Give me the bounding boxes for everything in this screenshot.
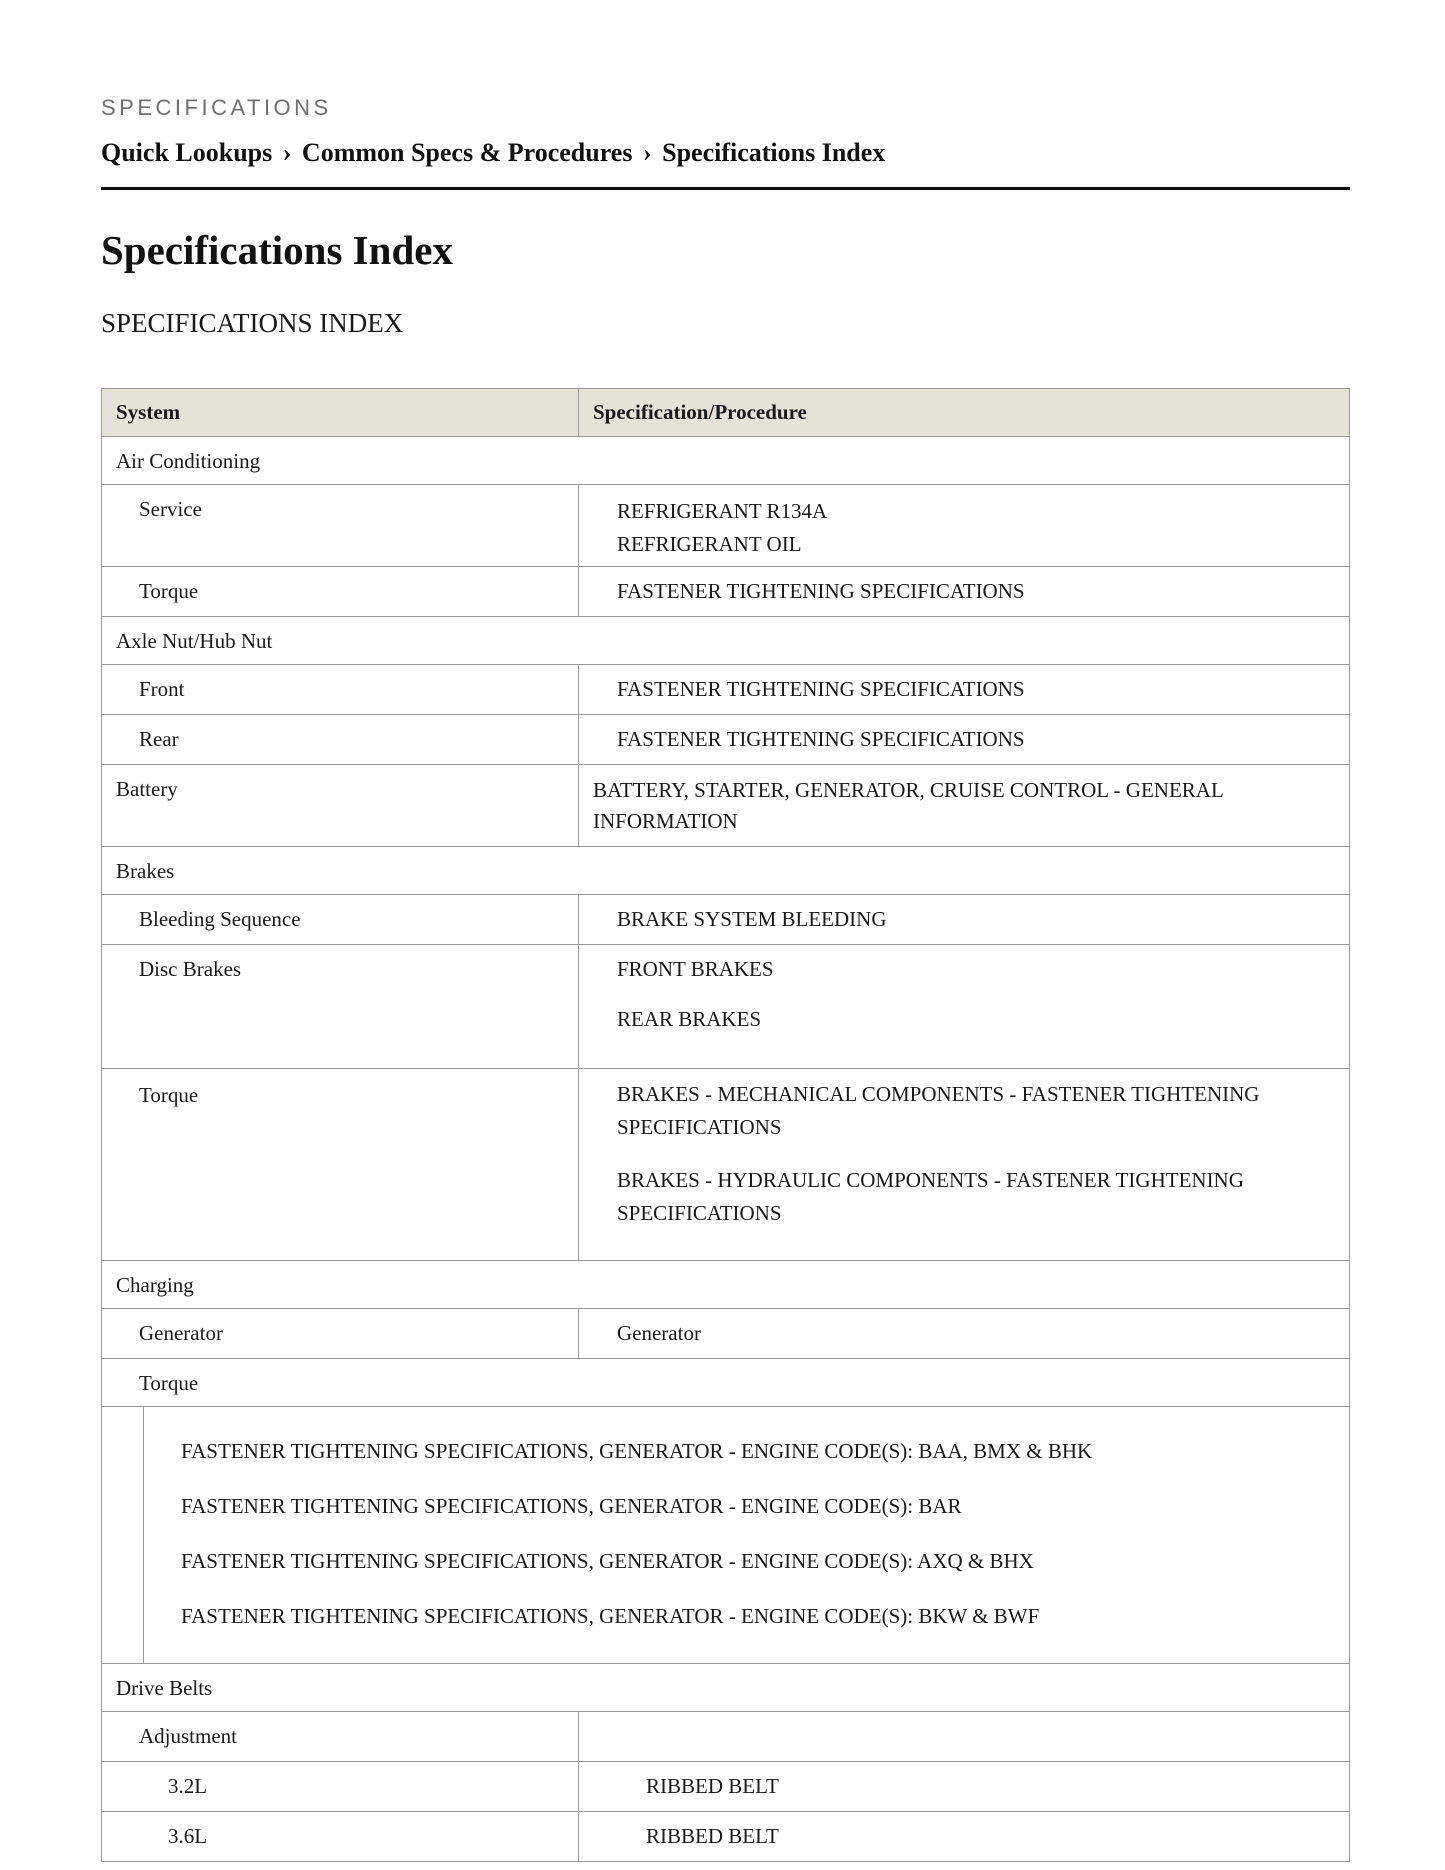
subsystem-cell: Torque	[102, 1359, 1350, 1407]
table-row	[102, 437, 1350, 485]
specifications-table	[101, 388, 1350, 1862]
spec-link[interactable]: FASTENER TIGHTENING SPECIFICATIONS, GENERATOR - ENGINE CODE(S): BKW & BWF	[181, 1604, 1040, 1628]
table-row	[102, 567, 1350, 617]
subsystem-cell: Bleeding Sequence	[102, 895, 579, 945]
header-divider	[101, 187, 1350, 190]
nested-indent-bar	[102, 1407, 144, 1663]
column-header-system: System	[102, 389, 579, 437]
spec-link[interactable]: REFRIGERANT R134A	[617, 499, 828, 523]
subsystem-cell: Adjustment	[102, 1712, 579, 1762]
spec-link[interactable]: FASTENER TIGHTENING SPECIFICATIONS, GENERATOR - ENGINE CODE(S): BAR	[181, 1494, 962, 1518]
spec-link[interactable]: FASTENER TIGHTENING SPECIFICATIONS	[579, 715, 1350, 765]
table-row	[102, 945, 1350, 1069]
system-cell: Brakes	[102, 847, 1350, 895]
table-row	[102, 617, 1350, 665]
table-row	[102, 665, 1350, 715]
table-row	[102, 1664, 1350, 1712]
engine-cell: 3.6L	[102, 1812, 579, 1862]
spec-link[interactable]: FRONT BRAKES	[617, 957, 774, 981]
table-row	[102, 765, 1350, 847]
section-eyebrow: SPECIFICATIONS	[101, 95, 332, 120]
nested-spec-cell	[102, 1407, 1350, 1664]
engine-cell: 3.2L	[102, 1762, 579, 1812]
breadcrumb-item-specifications-index: Specifications Index	[662, 138, 886, 167]
breadcrumb-item-common-specs[interactable]: Common Specs & Procedures	[301, 138, 633, 167]
table-row	[102, 847, 1350, 895]
empty-cell	[579, 1712, 1350, 1762]
subsystem-cell: Front	[102, 665, 579, 715]
system-cell: Battery	[102, 765, 579, 847]
spec-link[interactable]: FASTENER TIGHTENING SPECIFICATIONS, GENERATOR - ENGINE CODE(S): AXQ & BHX	[181, 1549, 1034, 1573]
breadcrumb-item-quick-lookups[interactable]: Quick Lookups	[101, 138, 273, 167]
system-cell: Drive Belts	[102, 1664, 1350, 1712]
breadcrumb-separator: ›	[642, 138, 652, 167]
system-cell: Air Conditioning	[102, 437, 1350, 485]
spec-link[interactable]: FASTENER TIGHTENING SPECIFICATIONS	[579, 567, 1350, 617]
spec-link[interactable]: RIBBED BELT	[579, 1762, 1350, 1812]
spec-link[interactable]: Generator	[579, 1309, 1350, 1359]
subsystem-cell: Generator	[102, 1309, 579, 1359]
page-title: Specifications Index	[101, 227, 453, 273]
table-row	[102, 1309, 1350, 1359]
subsystem-cell: Torque	[102, 567, 579, 617]
subsystem-cell: Service	[102, 485, 579, 567]
spec-link[interactable]: REFRIGERANT OIL	[617, 532, 802, 556]
system-cell: Charging	[102, 1261, 1350, 1309]
spec-link[interactable]: REAR BRAKES	[617, 1007, 762, 1031]
table-row	[102, 1712, 1350, 1762]
table-row	[102, 1069, 1350, 1261]
table-header-row	[102, 389, 1350, 437]
table-row	[102, 715, 1350, 765]
spec-link[interactable]: BRAKES - MECHANICAL COMPONENTS - FASTENER TIGHTENING SPECIFICATIONS	[617, 1082, 1260, 1139]
spec-link[interactable]: BRAKE SYSTEM BLEEDING	[579, 895, 1350, 945]
spec-link[interactable]: FASTENER TIGHTENING SPECIFICATIONS	[579, 665, 1350, 715]
spec-cell	[579, 945, 1350, 1069]
table-row	[102, 1407, 1350, 1664]
subsystem-cell: Disc Brakes	[102, 945, 579, 1069]
table-row	[102, 895, 1350, 945]
breadcrumb	[101, 138, 885, 168]
subsystem-cell: Torque	[102, 1069, 579, 1261]
table-row	[102, 1359, 1350, 1407]
spec-link[interactable]: BATTERY, STARTER, GENERATOR, CRUISE CONTROL - GENERAL INFORMATION	[579, 765, 1350, 847]
nested-spec-list	[144, 1407, 1092, 1663]
spec-link[interactable]: RIBBED BELT	[579, 1812, 1350, 1862]
table-row	[102, 1762, 1350, 1812]
table-row	[102, 1261, 1350, 1309]
spec-cell	[579, 1069, 1350, 1261]
spec-link[interactable]: FASTENER TIGHTENING SPECIFICATIONS, GENERATOR - ENGINE CODE(S): BAA, BMX & BHK	[181, 1439, 1093, 1463]
breadcrumb-separator: ›	[282, 138, 292, 167]
spec-link[interactable]: BRAKES - HYDRAULIC COMPONENTS - FASTENER TIGHTENING SPECIFICATIONS	[617, 1168, 1244, 1225]
spec-cell	[579, 485, 1350, 567]
table-row	[102, 1812, 1350, 1862]
subsystem-cell: Rear	[102, 715, 579, 765]
table-row	[102, 485, 1350, 567]
column-header-specification: Specification/Procedure	[579, 389, 1350, 437]
system-cell: Axle Nut/Hub Nut	[102, 617, 1350, 665]
page-subtitle: SPECIFICATIONS INDEX	[101, 308, 404, 338]
